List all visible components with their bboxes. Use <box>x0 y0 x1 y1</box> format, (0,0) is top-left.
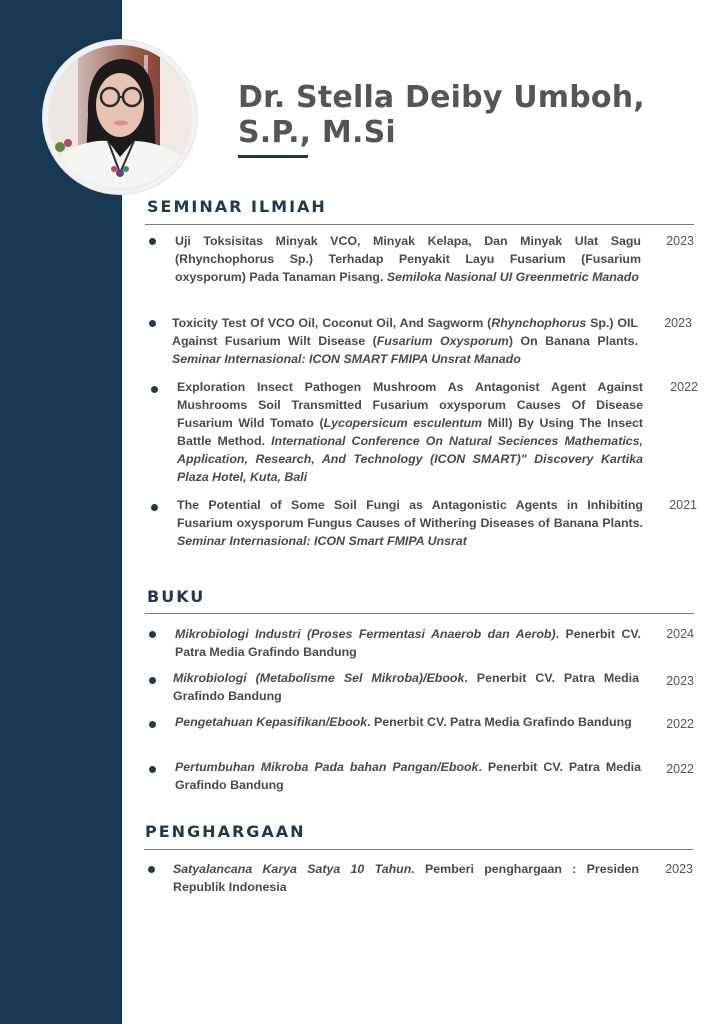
entry-text-run: . Penerbit CV. Patra Media Grafindo Bandung <box>175 627 641 659</box>
entry-text-italic: Satyalancana Karya Satya 10 Tahun. <box>173 862 415 876</box>
bullet-icon <box>149 238 156 245</box>
entry-text-italic: Semiloka Nasional UI Greenmetric Manado <box>386 270 639 284</box>
entry-text-italic: Pertumbuhan Mikroba Pada bahan Pangan/Ebook <box>175 760 479 774</box>
entry-year: 2024 <box>666 627 694 641</box>
entry-text-run: . Penerbit CV. Patra Media Grafindo Bandung <box>175 760 641 792</box>
entry-text-run: Sp.) OIL Against Fusarium Wilt Disease ( <box>172 316 639 348</box>
entry-text-run: Uji Toksisitas Minyak VCO, Minyak Kelapa, Dan Minyak Ulat Sagu (Rhynchophorus Sp.) Terhadap Penyakit Layu Fusarium (Fusarium oxysporum) Pada Tanaman Pisang. <box>175 234 641 284</box>
person-name <box>238 80 698 150</box>
entry-year: 2023 <box>664 316 692 330</box>
section-title-penghargaan: PENGHARGAAN <box>145 822 306 841</box>
entry-year: 2022 <box>666 762 694 776</box>
section-title-seminar: SEMINAR ILMIAH <box>147 197 327 216</box>
entry-year: 2022 <box>666 717 694 731</box>
entry-text-italic: Pengetahuan Kepasifikan/Ebook <box>175 715 368 729</box>
bullet-icon <box>149 320 156 327</box>
bullet-icon <box>148 866 155 873</box>
entry-text-run: The Potential of Some Soil Fungi as Antagonistic Agents in Inhibiting Fusarium oxysporum Fungus Causes of Withering Diseases of Banana Plants. <box>177 498 643 530</box>
section-title-buku: BUKU <box>147 587 206 606</box>
entry-text <box>175 232 641 286</box>
bullet-icon <box>149 766 156 773</box>
bullet-icon <box>149 631 156 638</box>
entry-text-italic: International Conference On Natural Seciences Mathematics, Application, Research, And Technology (ICON SMART)" Discovery Kartika Plaza Hotel, Kuta, Bali <box>177 434 643 484</box>
entry-text <box>177 378 643 486</box>
bullet-icon <box>149 677 156 684</box>
entry-text-run: Exploration Insect Pathogen Mushroom As Antagonist Agent Against Mushrooms Soil Transmitted Fusarium oxysporum Causes Of Disease Fusarium Wild Tomato ( <box>177 380 643 430</box>
entry-text-run: Pemberi penghargaan : Presiden Republik Indonesia <box>173 862 640 894</box>
section-divider-buku <box>145 613 694 614</box>
entry-text-italic: Fusarium Oxysporum <box>376 334 509 348</box>
entry-text-italic: Mikrobiologi (Metabolisme Sel Mikroba)/Ebook <box>173 671 465 685</box>
entry-year: 2023 <box>666 674 694 688</box>
bullet-icon <box>149 721 156 728</box>
entry-text-run: Toxicity Test Of VCO Oil, Coconut Oil, And Sagworm ( <box>172 316 492 330</box>
entry-text-run: ) On Banana Plants. <box>508 334 639 348</box>
bullet-icon <box>151 504 158 511</box>
section-divider-penghargaan <box>144 849 693 850</box>
entry-year: 2021 <box>669 498 697 512</box>
entry-text <box>175 713 641 731</box>
entry-text-italic: Rhynchophorus <box>491 316 587 330</box>
portrait-illustration <box>48 45 192 189</box>
entry-text <box>173 860 639 896</box>
profile-photo-icon <box>48 45 192 189</box>
entry-text <box>173 669 639 705</box>
name-line-1: Dr. Stella Deiby Umboh, <box>238 80 645 115</box>
entry-text <box>175 758 641 794</box>
section-divider-seminar <box>145 224 694 225</box>
entry-text-italic: Seminar Internasional: ICON Smart FMIPA Unsrat <box>177 534 467 548</box>
entry-text <box>172 314 638 368</box>
bullet-icon <box>151 386 158 393</box>
entry-year: 2023 <box>666 234 694 248</box>
entry-year: 2023 <box>665 862 693 876</box>
entry-text <box>175 625 641 661</box>
entry-text <box>177 496 643 550</box>
name-underline-divider <box>238 155 308 158</box>
entry-text-italic: Lycopersicum esculentum <box>323 416 483 430</box>
entry-text-italic: Mikrobiologi Industri (Proses Fermentasi Anaerob dan Aerob) <box>175 627 556 641</box>
entry-year: 2022 <box>670 380 698 394</box>
entry-text-run: Mill) By Using The Insect Battle Method. <box>177 416 643 448</box>
entry-text-italic: Seminar Internasional: ICON SMART FMIPA Unsrat Manado <box>172 352 521 366</box>
name-line-2: S.P., M.Si <box>238 115 396 150</box>
entry-text-run: . Penerbit CV. Patra Media Grafindo Bandung <box>367 715 632 729</box>
entry-text-run: . Penerbit CV. Patra Media Grafindo Bandung <box>173 671 639 703</box>
